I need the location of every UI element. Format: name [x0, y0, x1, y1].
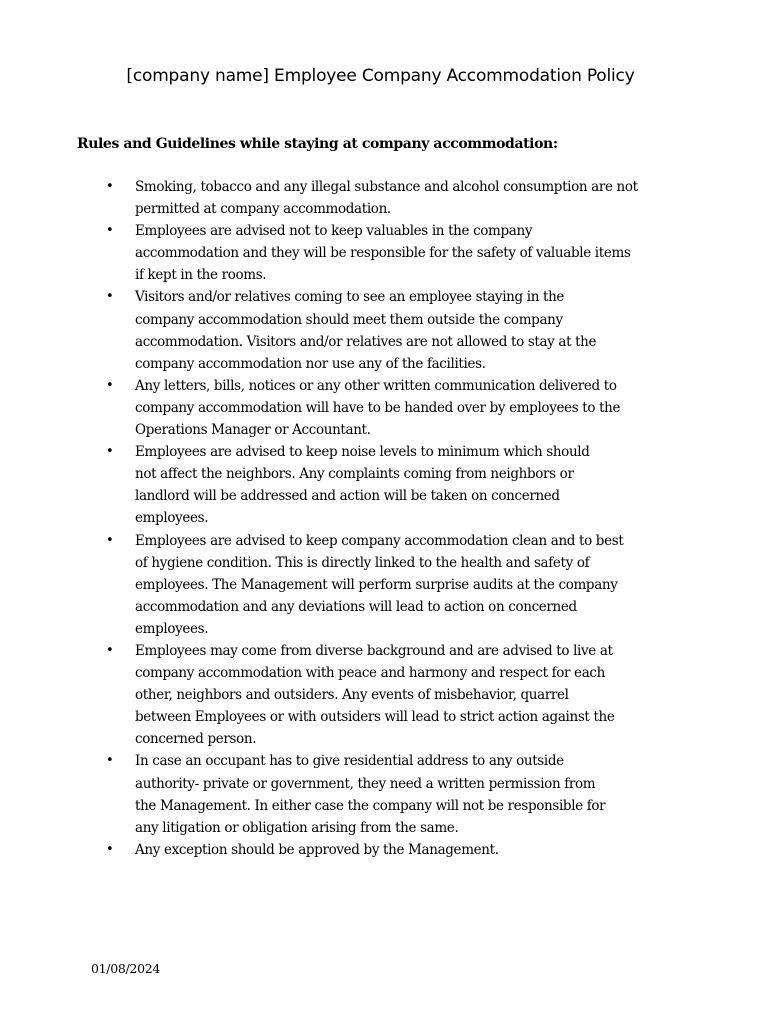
rule-text-line: if kept in the rooms.	[135, 267, 267, 284]
rule-text-line: In case an occupant has to give residential address to any outside	[135, 753, 564, 770]
rule-text-line: Employees are advised to keep noise levels to minimum which should	[135, 444, 590, 461]
rule-text-line: accommodation. Visitors and/or relatives are not allowed to stay at the	[135, 333, 597, 350]
rule-item	[102, 640, 662, 750]
bullet-icon: •	[106, 532, 114, 548]
rule-text-line: concerned person.	[135, 731, 257, 748]
bullet-icon: •	[106, 179, 114, 194]
footer-date: 01/08/2024	[91, 961, 161, 976]
rule-text-line: of hygiene condition. This is directly linked to the health and safety of	[135, 554, 590, 571]
bullet-icon: •	[106, 841, 114, 857]
rule-item	[102, 375, 662, 441]
rule-text-line: company accommodation nor use any of the facilities.	[135, 355, 486, 372]
rule-text-line: company accommodation should meet them outside the company	[135, 311, 563, 328]
rule-item	[102, 441, 662, 529]
rule-text-line: employees. The Management will perform surprise audits at the company	[135, 576, 618, 593]
rule-text-line: Any exception should be approved by the Management.	[135, 841, 499, 858]
rule-text-line: Visitors and/or relatives coming to see an employee staying in the	[135, 289, 565, 306]
bullet-icon: •	[106, 753, 114, 769]
rule-text-line: Smoking, tobacco and any illegal substance and alcohol consumption are not	[135, 179, 638, 195]
rule-text-line: Operations Manager or Accountant.	[135, 422, 371, 439]
rule-text-line: other, neighbors and outsiders. Any events of misbehavior, quarrel	[135, 687, 569, 704]
bullet-icon: •	[106, 642, 114, 658]
rule-item	[102, 220, 662, 286]
rule-text-line: employees.	[135, 620, 209, 637]
rule-text-line: landlord will be addressed and action will be taken on concerned	[135, 488, 560, 505]
rule-item	[102, 176, 662, 220]
rule-text-line: employees.	[135, 510, 209, 527]
bullet-icon: •	[106, 289, 114, 305]
rule-text-line: company accommodation will have to be handed over by employees to the	[135, 399, 621, 416]
rule-item	[102, 839, 662, 861]
rule-item	[102, 286, 662, 374]
bullet-icon: •	[106, 223, 114, 239]
rule-text-line: any litigation or obligation arising from the same.	[135, 819, 459, 836]
rules-list	[102, 176, 662, 861]
rule-text-line: Any letters, bills, notices or any other written communication delivered to	[135, 377, 617, 394]
bullet-icon: •	[106, 377, 114, 393]
rule-text-line: accommodation and they will be responsible for the safety of valuable items	[135, 245, 631, 262]
rule-text-line: authority- private or government, they need a written permission from	[135, 775, 596, 792]
rule-text-line: Employees are advised to keep company accommodation clean and to best	[135, 532, 624, 549]
document-title: [company name] Employee Company Accommodation Policy	[126, 66, 635, 86]
rule-item	[102, 750, 662, 838]
rule-text-line: the Management. In either case the company will not be responsible for	[135, 797, 606, 814]
rule-text-line: between Employees or with outsiders will lead to strict action against the	[135, 709, 615, 726]
bullet-icon: •	[106, 444, 114, 460]
rules-subheading: Rules and Guidelines while staying at company accommodation:	[77, 136, 558, 152]
rule-text-line: accommodation and any deviations will lead to action on concerned	[135, 598, 577, 615]
rule-text-line: company accommodation with peace and harmony and respect for each	[135, 665, 605, 682]
rule-text-line: permitted at company accommodation.	[135, 201, 391, 218]
rule-text-line: Employees are advised not to keep valuables in the company	[135, 223, 533, 240]
rule-text-line: not affect the neighbors. Any complaints coming from neighbors or	[135, 466, 574, 483]
rule-item	[102, 530, 662, 640]
rule-text-line: Employees may come from diverse background and are advised to live at	[135, 642, 613, 659]
